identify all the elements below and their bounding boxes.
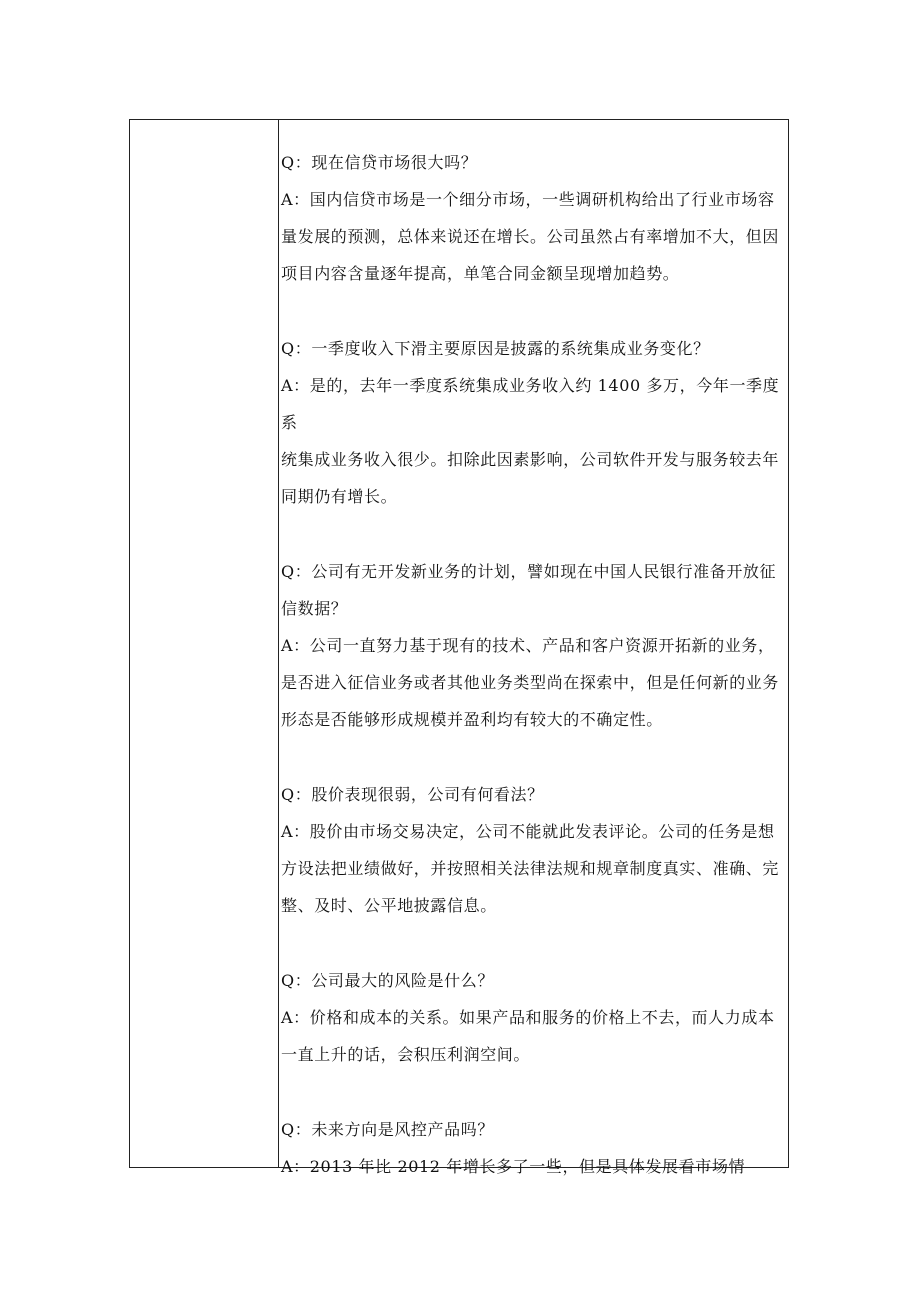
- qa-item: [281, 144, 788, 292]
- table-left-cell: [130, 120, 279, 1167]
- answer-line: 项目内容含量逐年提高，单笔合同金额呈现增加趋势。: [281, 264, 680, 283]
- qa-item: [281, 553, 788, 738]
- question-text: Q：一季度收入下滑主要原因是披露的系统集成业务变化？: [281, 339, 710, 358]
- qa-item: [281, 1111, 788, 1185]
- answer-line: 统集成业务收入很少。扣除此因素影响，公司软件开发与服务较去年: [281, 450, 780, 469]
- answer-line: 整、及时、公平地披露信息。: [281, 896, 497, 915]
- table-right-cell: [279, 120, 788, 1176]
- answer-line: 一直上升的话，会积压利润空间。: [281, 1045, 531, 1064]
- question-text: Q：公司有无开发新业务的计划，譬如现在中国人民银行准备开放征: [281, 562, 777, 581]
- qa-item: [281, 962, 788, 1073]
- answer-line: 形态是否能够形成规模并盈利均有较大的不确定性。: [281, 710, 663, 729]
- answer-line: 同期仍有增长。: [281, 487, 398, 506]
- answer-line: 量发展的预测，总体来说还在增长。公司虽然占有率增加不大，但因: [281, 227, 780, 246]
- answer-line: A：2013 年比 2012 年增长多了一些，但是具体发展看市场情: [281, 1157, 746, 1176]
- answer-line: A：价格和成本的关系。如果产品和服务的价格上不去，而人力成本: [281, 1008, 775, 1027]
- answer-line: A：国内信贷市场是一个细分市场，一些调研机构给出了行业市场容: [281, 190, 775, 209]
- answer-line: 方设法把业绩做好，并按照相关法律法规和规章制度真实、准确、完: [281, 859, 780, 878]
- qa-item: [281, 330, 788, 515]
- answer-line: 是否进入征信业务或者其他业务类型尚在探索中，但是任何新的业务: [281, 673, 780, 692]
- question-text: 信数据？: [281, 599, 348, 618]
- answer-line: A：是的，去年一季度系统集成业务收入约 1400 多万，今年一季度系: [281, 376, 780, 432]
- qa-table: [129, 119, 789, 1176]
- question-text: Q：股价表现很弱，公司有何看法？: [281, 785, 544, 804]
- question-text: Q：现在信贷市场很大吗？: [281, 153, 478, 172]
- question-text: Q：未来方向是风控产品吗？: [281, 1120, 494, 1139]
- answer-line: A：股价由市场交易决定，公司不能就此发表评论。公司的任务是想: [281, 822, 775, 841]
- qa-item: [281, 776, 788, 924]
- answer-line: A：公司一直努力基于现有的技术、产品和客户资源开拓新的业务，: [281, 636, 775, 655]
- question-text: Q：公司最大的风险是什么？: [281, 971, 494, 990]
